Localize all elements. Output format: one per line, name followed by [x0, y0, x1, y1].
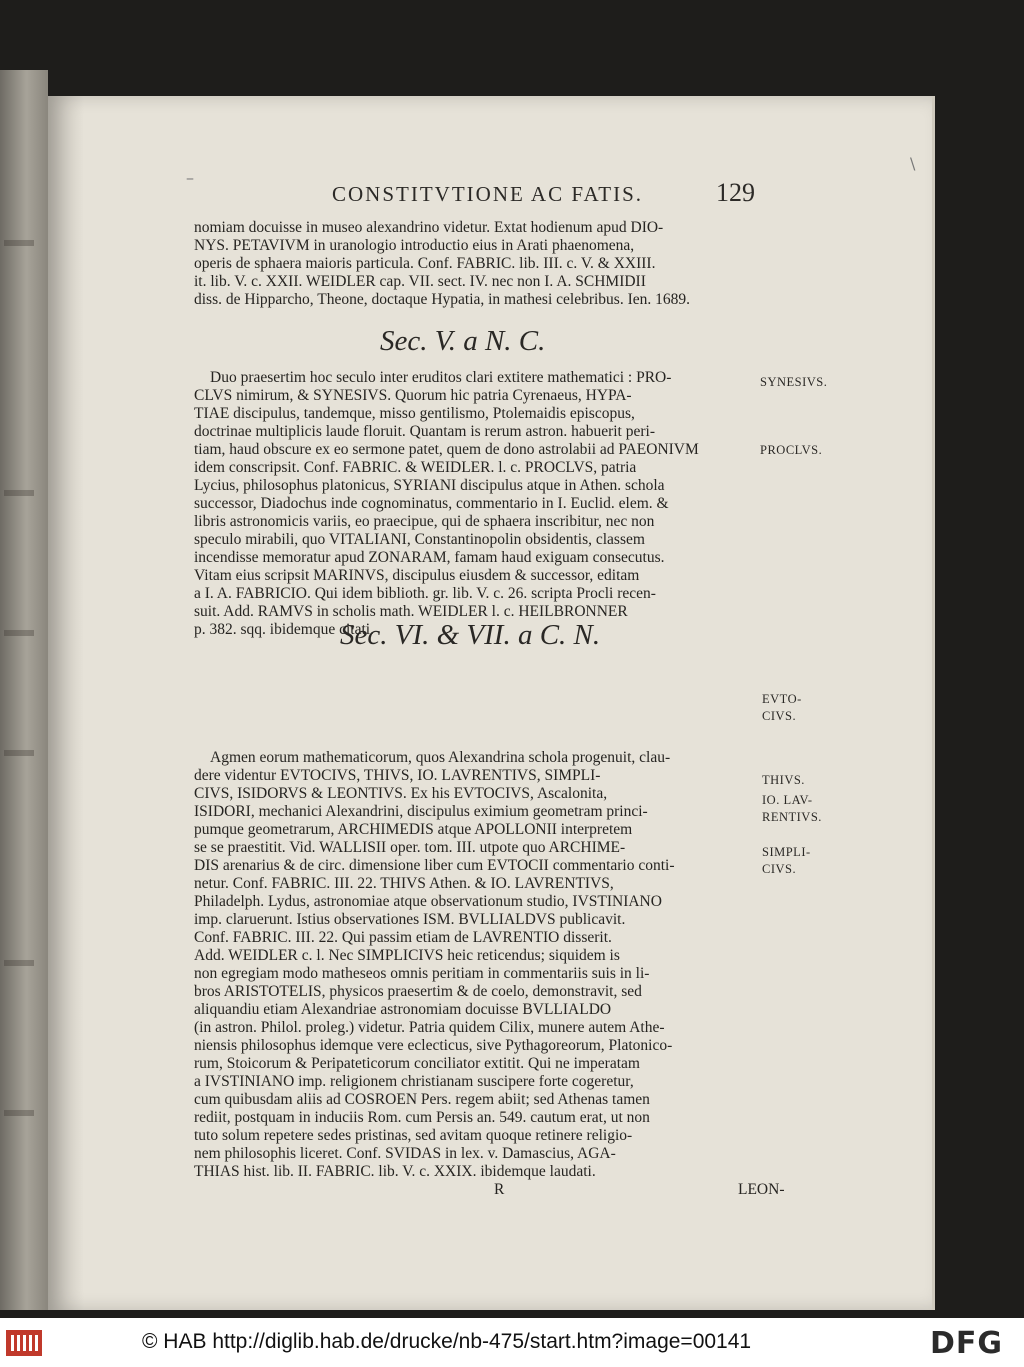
- adjacent-page-edge: [0, 70, 48, 1310]
- running-title: CONSTITVTIONE AC FATIS.: [332, 182, 644, 206]
- margin-note-laurentius: IO. LAV-: [762, 793, 813, 807]
- catchword: LEON-: [738, 1181, 785, 1198]
- book-page: [48, 96, 932, 1310]
- margin-note-eutocius: EVTO-: [762, 692, 802, 706]
- text-line: cum quibusdam aliis ad COSROEN Pers. regem abiit; sed Athenas tamen: [194, 1091, 650, 1108]
- text-line: dere videntur EVTOCIVS, THIVS, IO. LAVRENTIVS, SIMPLI-: [194, 767, 601, 784]
- margin-note-laurentius: RENTIVS.: [762, 810, 822, 824]
- text-line: non egregiam modo matheseos omnis peritiam in commentariis suis in li-: [194, 965, 650, 982]
- text-line: Conf. FABRIC. III. 22. Qui passim etiam de LAVRENTIO disserit.: [194, 929, 612, 946]
- text-line: Philadelph. Lydus, astronomiae atque observationum studio, IVSTINIANO: [194, 893, 662, 910]
- text-line: speculo mirabili, quo VITALIANI, Constantinopolin obsidentis, classem: [194, 531, 645, 548]
- text-line: niensis philosophus idemque vere eclecticus, sive Pythagoreorum, Platonico-: [194, 1037, 673, 1054]
- text-line: idem conscripsit. Conf. FABRIC. & WEIDLER. l. c. PROCLVS, patria: [194, 459, 637, 476]
- page-gutter-shadow: [48, 96, 84, 1310]
- section-heading: Sec. V. a N. C.: [380, 325, 546, 357]
- copyright-link[interactable]: © HAB http://diglib.hab.de/drucke/nb-475/start.htm?image=00141: [142, 1330, 752, 1353]
- text-line: rum, Stoicorum & Peripateticorum conciliator extitit. Qui ne imperatam: [194, 1055, 640, 1072]
- text-line: Lycius, philosophus platonicus, SYRIANI discipulus atque in Athen. schola: [194, 477, 665, 494]
- text-line: CIVS, ISIDORVS & LEONTIVS. Ex his EVTOCIVS, Ascalonita,: [194, 785, 608, 802]
- margin-note-synesius: SYNESIVS.: [760, 375, 828, 389]
- section-heading: Sec. VI. & VII. a C. N.: [340, 619, 601, 651]
- text-line: Agmen eorum mathematicorum, quos Alexandrina schola progenuit, clau-: [210, 749, 671, 766]
- text-line: tuto solum repetere sedes pristinas, sed avitam quoque retinere religio-: [194, 1127, 633, 1144]
- text-line: doctrinae multiplicis laude floruit. Quantam is rerum astron. habuerit peri-: [194, 423, 655, 440]
- text-line: incendisse memoratur apud ZONARAM, famam haud exiguam consecutus.: [194, 549, 665, 566]
- text-line: rediit, postquam in induciis Rom. cum Persis an. 549. cautum erat, ut non: [194, 1109, 650, 1126]
- text-line: it. lib. V. c. XXII. WEIDLER cap. VII. sect. IV. nec non I. A. SCHMIDII: [194, 273, 646, 290]
- text-line: imp. claruerunt. Istius observationes ISM. BVLLIALDVS publicavit.: [194, 911, 626, 928]
- text-line: successor, Diadochus inde cognominatus, commentario in I. Euclid. elem. &: [194, 495, 669, 512]
- text-line: a IVSTINIANO imp. religionem christianam suscipere forte cogeretur,: [194, 1073, 634, 1090]
- text-line: DIS arenarius & de circ. dimensione liber cum EVTOCII commentario conti-: [194, 857, 675, 874]
- text-line: ISIDORI, mechanici Alexandrini, discipulus eximium geometram princi-: [194, 803, 648, 820]
- margin-note-thius: THIVS.: [762, 773, 805, 787]
- margin-note-simplicius: SIMPLI-: [762, 845, 811, 859]
- page-tick-mark: \: [910, 154, 916, 173]
- text-line: se se praestitit. Vid. WALLISII oper. tom. III. utpote quo ARCHIME-: [194, 839, 626, 856]
- text-line: netur. Conf. FABRIC. III. 22. THIVS Athen. & IO. LAVRENTIVS,: [194, 875, 614, 892]
- text-line: operis de sphaera maioris particula. Conf. FABRIC. lib. III. c. V. & XXIII.: [194, 255, 656, 272]
- text-line: THIAS hist. lib. II. FABRIC. lib. V. c. XXIX. ibidemque laudati.: [194, 1163, 596, 1180]
- text-line: aliquandiu etiam Alexandriae astronomiam docuisse BVLLIALDO: [194, 1001, 612, 1018]
- text-line: diss. de Hipparcho, Theone, doctaque Hypatia, in mathesi celebribus. Ien. 1689.: [194, 291, 691, 308]
- text-line: suit. Add. RAMVS in scholis math. WEIDLER l. c. HEILBRONNER: [194, 603, 628, 620]
- margin-note-eutocius: CIVS.: [762, 709, 797, 723]
- text-line: nem philosophis liceret. Conf. SVIDAS in lex. v. Damascius, AGA-: [194, 1145, 616, 1162]
- text-line: a I. A. FABRICIO. Qui idem biblioth. gr. lib. V. c. 26. scripta Procli recen-: [194, 585, 656, 602]
- page-tick-mark: –: [186, 168, 194, 187]
- text-line: NYS. PETAVIVM in uranologio introductio eius in Arati phaenomena,: [194, 237, 635, 254]
- margin-note-proclus: PROCLVS.: [760, 443, 823, 457]
- text-line: tiam, haud obscure ex eo sermone patet, quem de dono astrolabii ad PAEONIVM: [194, 441, 699, 458]
- dfg-logo: DFG: [930, 1326, 1004, 1361]
- page-number: 129: [716, 178, 755, 207]
- text-line: bros ARISTOTELIS, physicos praesertim & de coelo, demonstravit, sed: [194, 983, 642, 1000]
- text-line: (in astron. Philol. proleg.) videtur. Patria quidem Cilix, munere autem Athe-: [194, 1019, 665, 1036]
- margin-note-simplicius: CIVS.: [762, 862, 797, 876]
- text-line: TIAE discipulus, tandemque, misso gentilismo, Ptolemaidis episcopus,: [194, 405, 635, 422]
- signature-mark: R: [494, 1181, 505, 1198]
- text-line: Add. WEIDLER c. l. Nec SIMPLICIVS heic reticendus; siquidem is: [194, 947, 620, 964]
- text-line: Vitam eius scripsit MARINVS, discipulus eiusdem & successor, editam: [194, 567, 640, 584]
- viewer-footer: [0, 1318, 1024, 1367]
- text-line: nomiam docuisse in museo alexandrino videtur. Extat hodienum apud DIO-: [194, 219, 664, 236]
- text-line: pumque geometrarum, ARCHIMEDIS atque APOLLONII interpretem: [194, 821, 633, 838]
- library-logo-icon: [6, 1330, 42, 1356]
- text-line: CLVS nimirum, & SYNESIVS. Quorum hic patria Cyrenaeus, HYPA-: [194, 387, 632, 404]
- text-line: libris astronomicis variis, eo praecipue, qui de sphaera inscribitur, nec non: [194, 513, 655, 530]
- text-line: p. 382. sqq. ibidemque citati.: [194, 621, 374, 638]
- text-line: Duo praesertim hoc seculo inter eruditos clari extitere mathematici : PRO-: [210, 369, 672, 386]
